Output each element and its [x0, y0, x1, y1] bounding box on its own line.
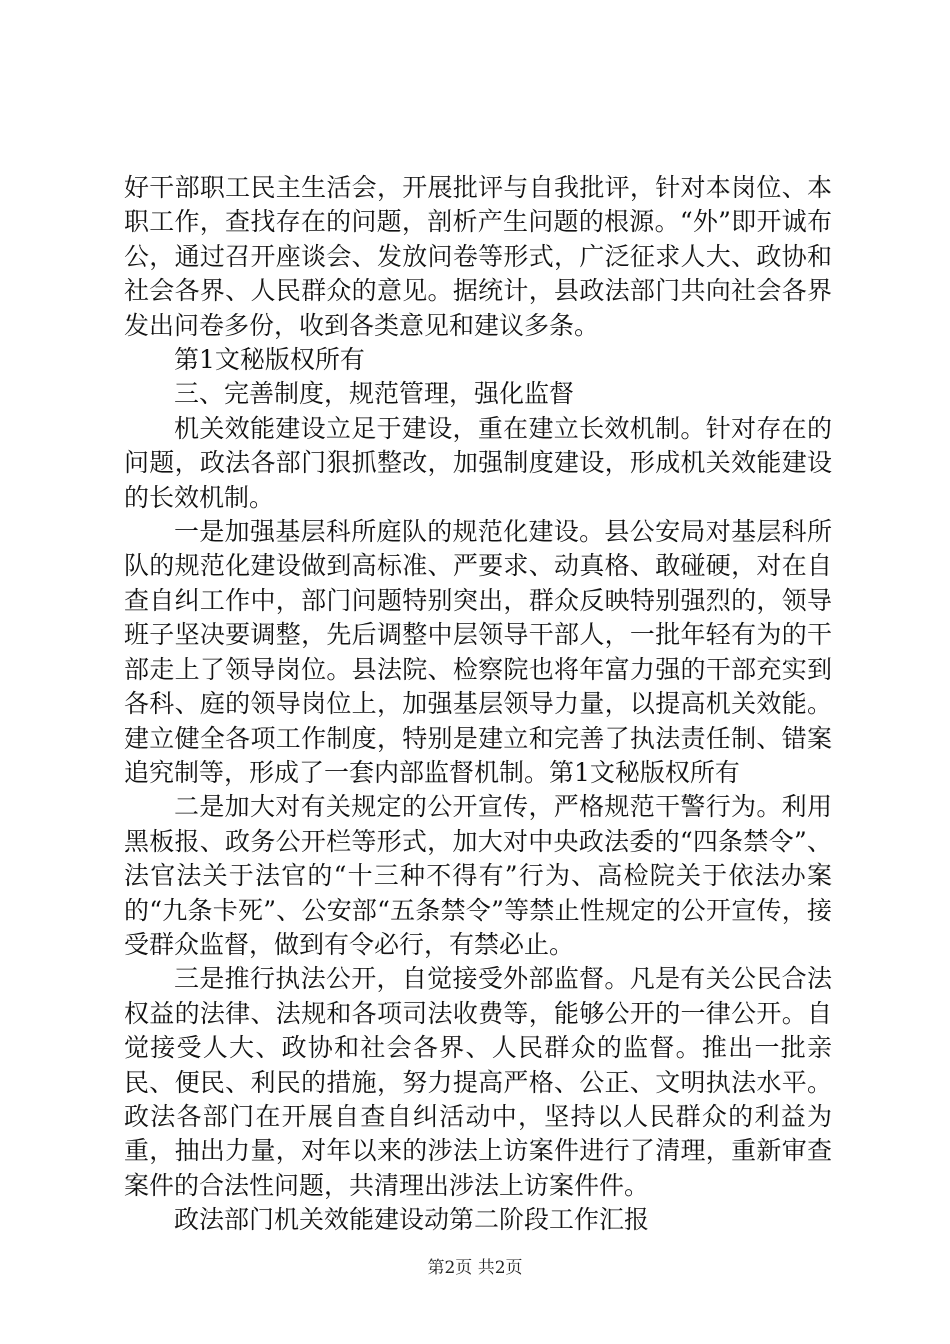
page-footer: 第2页 共2页: [427, 1258, 523, 1278]
copyright-note: 第1文秘版权所有: [174, 345, 365, 375]
document-title-line: 政法部门机关效能建设动第二阶段工作汇报: [174, 1205, 650, 1235]
paragraph-point-three: 三是推行执法公开，自觉接受外部监督。凡是有关公民合法权益的法律、法规和各项司法收费等，能够公开的一律公开。自觉接受人大、政协和社会各界、人民群众的监督。推出一批亲民、便民、利民的措施，努力提高严格、公正、文明执法水平。政法各部门在开展自查自纠活动中，坚持以人民群众的利益为重，抽出力量，对年以来的涉法上访案件进行了清理，重新审查案件的合法性问题，共清理出涉法上访案件件。: [124, 964, 832, 1200]
paragraph-point-one: 一是加强基层科所庭队的规范化建设。县公安局对基层科所队的规范化建设做到高标准、严要求、动真格、敢碰硬，对在自查自纠工作中，部门问题特别突出，群众反映特别强烈的，领导班子坚决要调整，先后调整中层领导干部人，一批年轻有为的干部走上了领导岗位。县法院、检察院也将年富力强的干部充实到各科、庭的领导岗位上，加强基层领导力量，以提高机关效能。建立健全各项工作制度，特别是建立和完善了执法责任制、错案追究制等，形成了一套内部监督机制。第1文秘版权所有: [124, 517, 832, 787]
paragraph-intro: 机关效能建设立足于建设，重在建立长效机制。针对存在的问题，政法各部门狠抓整改，加强制度建设，形成机关效能建设的长效机制。: [124, 413, 832, 512]
section-heading: 三、完善制度，规范管理，强化监督: [174, 379, 575, 409]
paragraph-point-two: 二是加大对有关规定的公开宣传，严格规范干警行为。利用黑板报、政务公开栏等形式，加大对中央政法委的“四条禁令”、法官法关于法官的“十三种不得有”行为、高检院关于依法办案的“九条卡死”、公安部“五条禁令”等禁止性规定的公开宣传，接受群众监督，做到有令必行，有禁必止。: [124, 792, 832, 959]
document-body: [124, 171, 832, 1238]
paragraph-continuation: 好干部职工民主生活会，开展批评与自我批评，针对本岗位、本职工作，查找存在的问题，剖析产生问题的根源。“外”即开诚布公，通过召开座谈会、发放问卷等形式，广泛征求人大、政协和社会各界、人民群众的意见。据统计，县政法部门共向社会各界发出问卷多份，收到各类意见和建议多条。: [124, 173, 832, 340]
